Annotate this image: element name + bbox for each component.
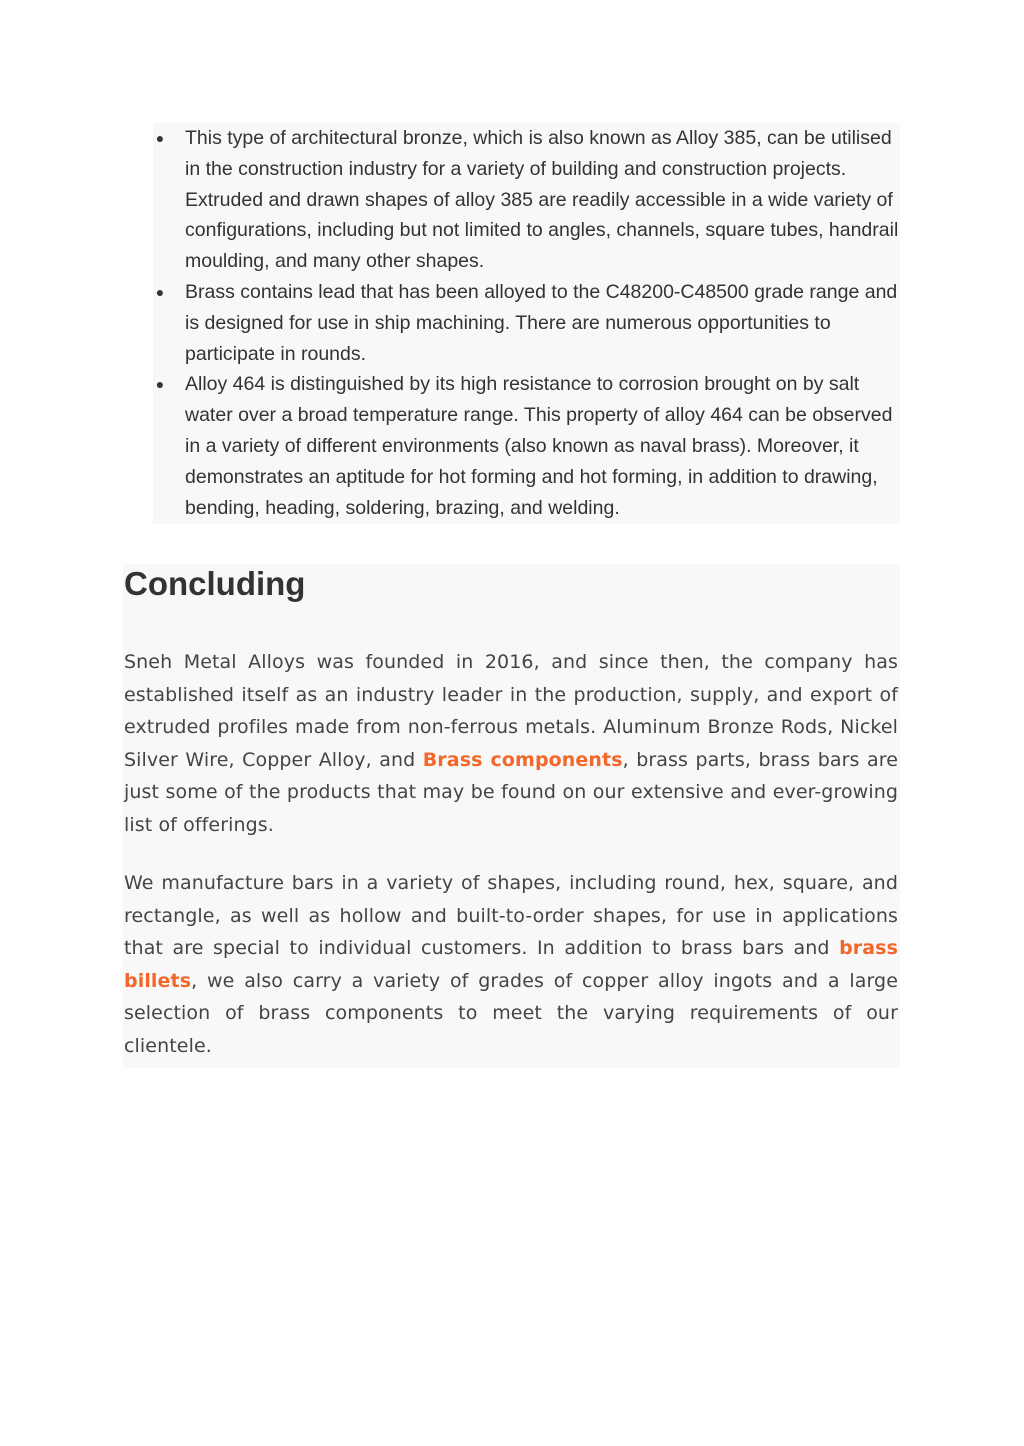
bullet-item-alloy-385 xyxy=(153,123,900,277)
section-heading: Concluding xyxy=(124,565,306,602)
concluding-section xyxy=(123,564,900,1068)
bullet-text: Alloy 464 is distinguished by its high resistance to corrosion brought on by salt water over a broad temperature range. This property of alloy 464 can be observed in a variety of different environments (also known as naval brass). Moreover, it demonstrates an aptitude for hot forming and hot forming, in addition to drawing, bending, heading, soldering, brazing, and welding. xyxy=(185,373,893,519)
bullet-list-block xyxy=(153,123,900,524)
bullet-list xyxy=(153,123,900,523)
bullet-dot-icon: ● xyxy=(155,376,165,393)
bullet-dot-icon: ● xyxy=(155,130,165,146)
bullet-dot-icon: ● xyxy=(155,283,165,300)
paragraph-company-intro xyxy=(124,646,898,842)
bullet-text: This type of architectural bronze, which is also known as Alloy 385, can be utilised in the construction industry for a variety of building and construction projects. Extruded and drawn shapes of alloy 385 are readily accessible in a wide variety of configurations, including but not limited to angles, channels, square tubes, handrail moulding, and many other shapes. xyxy=(185,127,899,273)
bullet-item-alloy-464 xyxy=(153,369,900,523)
brass-components-link[interactable]: Brass components xyxy=(422,748,623,771)
bullet-item-leaded-brass xyxy=(153,277,900,369)
bullet-text: Brass contains lead that has been alloyed to the C48200-C48500 grade range and is designed for use in ship machining. There are numerous opportunities to participate in rounds. xyxy=(185,280,898,365)
paragraph-text: We manufacture bars in a variety of shapes, including round, hex, square, and rectangle, as well as hollow and built-to-order shapes, for use in applications that are special to individual customers. In addition to brass bars and xyxy=(124,872,898,960)
brass-billets-link[interactable]: brass billets xyxy=(124,937,898,992)
paragraph-text: , brass parts, brass bars are just some of the products that may be found on our extensive and ever-growing list of offerings. xyxy=(124,748,899,836)
paragraph-text: Sneh Metal Alloys was founded in 2016, and since then, the company has established itself as an industry leader in the production, supply, and export of extruded profiles made from non-ferrous metals. Aluminum Bronze Rods, Nickel Silver Wire, Copper Alloy, and xyxy=(124,651,898,771)
paragraph-manufacturing xyxy=(124,867,898,1063)
paragraph-text: , we also carry a variety of grades of copper alloy ingots and a large selection of brass components to meet the varying requirements of our clientele. xyxy=(124,969,898,1057)
